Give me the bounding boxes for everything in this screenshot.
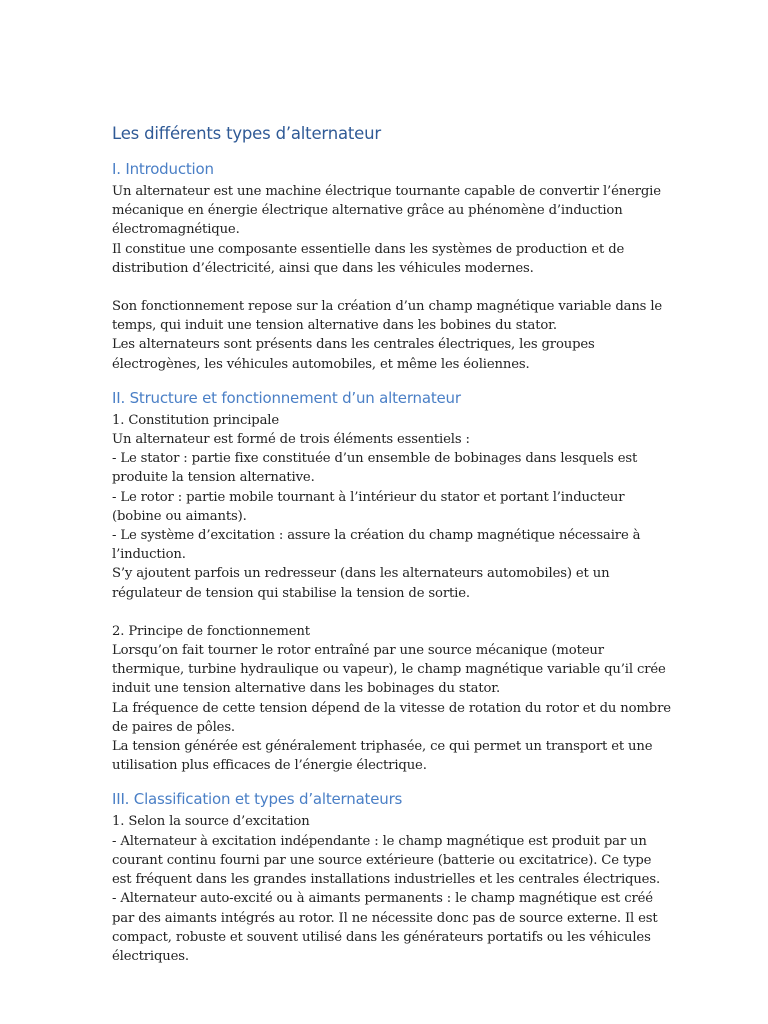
paragraph: Les alternateurs sont présents dans les centrales électriques, les groupes électrogènes, les véhicules automobiles, et même les éoliennes.: [112, 337, 595, 372]
list-item: - Le système d’excitation : assure la création du champ magnétique nécessaire à l’induction.: [112, 528, 641, 563]
section-classification: [112, 789, 672, 966]
list-item: - Le rotor : partie mobile tournant à l’intérieur du stator et portant l’inducteur (bobine ou aimants).: [112, 489, 625, 524]
paragraph: Un alternateur est formé de trois éléments essentiels :: [112, 432, 470, 448]
section-structure: [112, 388, 672, 776]
section-heading-structure: II. Structure et fonctionnement d’un alternateur: [112, 388, 461, 407]
paragraph: Lorsqu’on fait tourner le rotor entraîné par une source mécanique (moteur thermique, turbine hydraulique ou vapeur), le champ magnétique variable qu’il crée induit une tension alternative dans les bobinages du stator.: [112, 643, 666, 697]
paragraph-gap: [112, 603, 672, 622]
document-title: Les différents types d’alternateur: [112, 124, 381, 143]
paragraph-gap: [112, 278, 672, 297]
paragraph: S’y ajoutent parfois un redresseur (dans les alternateurs automobiles) et un régulateur de tension qui stabilise la tension de sortie.: [112, 566, 610, 601]
subsection-title: 1. Constitution principale: [112, 412, 280, 428]
section-heading-classification: III. Classification et types d’alternateurs: [112, 790, 403, 809]
paragraph: Un alternateur est une machine électrique tournante capable de convertir l’énergie mécanique en énergie électrique alternative grâce au phénomène d’induction électromagnétique.: [112, 184, 661, 238]
subsection-title: 2. Principe de fonctionnement: [112, 623, 310, 639]
paragraph: Son fonctionnement repose sur la création d’un champ magnétique variable dans le temps, qui induit une tension alternative dans les bobines du stator.: [112, 299, 663, 334]
paragraph: La fréquence de cette tension dépend de la vitesse de rotation du rotor et du nombre de paires de pôles.: [112, 700, 671, 735]
list-item: - Alternateur à excitation indépendante : le champ magnétique est produit par un courant continu fourni par une source extérieure (batterie ou excitatrice). Ce type est fréquent dans les grandes installations industrielles et les centrales électriques.: [112, 833, 660, 888]
paragraph: Il constitue une composante essentielle dans les systèmes de production et de distribution d’électricité, ainsi que dans les véhicules modernes.: [112, 241, 625, 276]
list-item: - Le stator : partie fixe constituée d’un ensemble de bobinages dans lesquels est produite la tension alternative.: [112, 451, 638, 486]
subsection-title: 1. Selon la source d’excitation: [112, 814, 310, 830]
section-introduction: [112, 159, 672, 374]
paragraph: La tension générée est généralement triphasée, ce qui permet un transport et une utilisation plus efficaces de l’énergie électrique.: [112, 739, 653, 774]
document-page: [112, 124, 672, 980]
section-heading-introduction: I. Introduction: [112, 160, 214, 178]
list-item: - Alternateur auto-excité ou à aimants permanents : le champ magnétique est créé par des aimants intégrés au rotor. Il ne nécessite donc pas de source externe. Il est compact, robuste et souvent utilisé dans les générateurs portatifs ou les véhicules électriques.: [112, 891, 658, 964]
